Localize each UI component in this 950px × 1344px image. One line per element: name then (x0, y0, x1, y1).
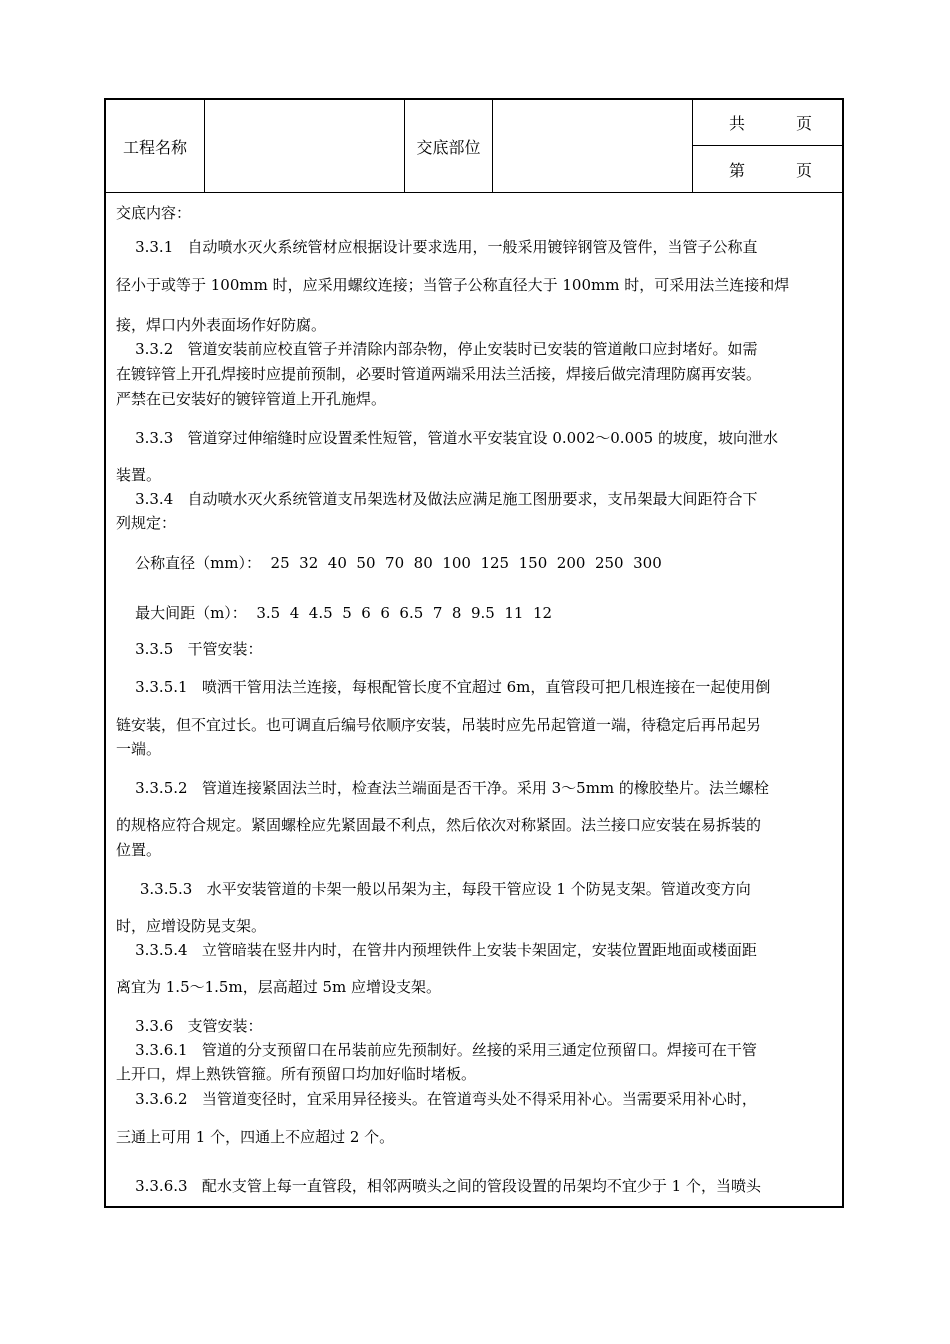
content-line: 3.3.6.3 配水支管上每一直管段，相邻两喷头之间的管段设置的吊架均不宜少于 1 个，当喷头 (116, 1177, 761, 1195)
location-field[interactable] (493, 100, 692, 192)
content-line: 列规定： (116, 514, 177, 532)
page-number-cell (693, 146, 844, 192)
content-line: 3.3.3 管道穿过伸缩缝时应设置柔性短管，管道水平安装宜设 0.002～0.005 的坡度，坡向泄水 (116, 429, 778, 447)
total-pages-suffix: 页 (795, 114, 812, 133)
content-line: 3.3.2 管道安装前应校直管子并清除内部杂物，停止安装时已安装的管道敞口应封堵好。如需 (116, 340, 758, 358)
location-label (405, 100, 492, 192)
content-line: 3.3.5.2 管道连接紧固法兰时，检查法兰端面是否干净。采用 3～5mm 的橡胶垫片。法兰螺栓 (116, 779, 769, 797)
content-line: 3.3.6.2 当管道变径时，宜采用异径接头。在管道弯头处不得采用补心。当需要采用补心时， (116, 1090, 757, 1108)
content-line: 3.3.5.4 立管暗装在竖井内时，在管井内预埋铁件上安装卡架固定，安装位置距地面或楼面距 (116, 941, 757, 959)
location-label-text: 交底部位 (416, 137, 481, 157)
content-line: 装置。 (116, 466, 162, 484)
header-bottom-border (106, 192, 844, 193)
content-line: 3.3.1 自动喷水灭火系统管材应根据设计要求选用，一般采用镀锌钢管及管件，当管子公称直 (116, 238, 758, 256)
content-line: 3.3.6.1 管道的分支预留口在吊装前应先预制好。丝接的采用三通定位预留口。焊接可在干管 (116, 1041, 757, 1059)
content-heading: 交底内容： (116, 204, 192, 222)
max-spacing-row: 最大间距（m）： 3.5 4 4.5 5 6 6 6.5 7 8 9.5 11 12 (116, 604, 553, 622)
content-line: 离宜为 1.5～1.5m，层高超过 5m 应增设支架。 (116, 978, 442, 996)
content-line: 位置。 (116, 841, 162, 859)
content-line: 严禁在已安装好的镀锌管道上开孔施焊。 (116, 390, 387, 408)
content-line: 径小于或等于 100mm 时，应采用螺纹连接；当管子公称直径大于 100mm 时，可采用法兰连接和焊 (116, 276, 790, 294)
project-name-label (106, 100, 204, 192)
project-name-label-text: 工程名称 (122, 137, 187, 157)
content-line: 的规格应符合规定。紧固螺栓应先紧固最不利点，然后依次对称紧固。法兰接口应安装在易拆装的 (116, 816, 762, 834)
pipe-diameter-row: 公称直径（mm）： 25 32 40 50 70 80 100 125 150 200 250 300 (116, 554, 662, 572)
content-line: 3.3.6 支管安装： (116, 1017, 263, 1035)
content-line: 3.3.4 自动喷水灭火系统管道支吊架选材及做法应满足施工图册要求，支吊架最大间距符合下 (116, 490, 758, 508)
total-pages-cell (693, 100, 844, 145)
content-line: 三通上可用 1 个，四通上不应超过 2 个。 (116, 1128, 395, 1146)
content-line: 3.3.5 干管安装： (116, 640, 263, 658)
content-line: 时，应增设防晃支架。 (116, 917, 267, 935)
content-line: 接，焊口内外表面场作好防腐。 (116, 316, 327, 334)
content-line: 上开口，焊上熟铁管箍。所有预留口均加好临时堵板。 (116, 1065, 477, 1083)
total-pages-prefix: 共 (729, 114, 746, 133)
content-line: 3.3.5.3 水平安装管道的卡架一般以吊架为主，每段干管应设 1 个防晃支架。管道改变方向 (116, 880, 751, 898)
disclosure-sheet (104, 98, 844, 1208)
page-number-prefix: 第 (729, 160, 746, 180)
content-line: 3.3.5.1 喷洒干管用法兰连接，每根配管长度不宜超过 6m，直管段可把几根连接在一起使用倒 (116, 678, 771, 696)
content-line: 在镀锌管上开孔焊接时应提前预制，必要时管道两端采用法兰活接，焊接后做完清理防腐再安装。 (116, 365, 762, 383)
project-name-field[interactable] (205, 100, 404, 192)
page-number-suffix: 页 (795, 160, 812, 180)
content-line: 链安装，但不宜过长。也可调直后编号依顺序安装，吊装时应先吊起管道一端，待稳定后再吊起另 (116, 716, 762, 734)
content-line: 一端。 (116, 740, 162, 758)
